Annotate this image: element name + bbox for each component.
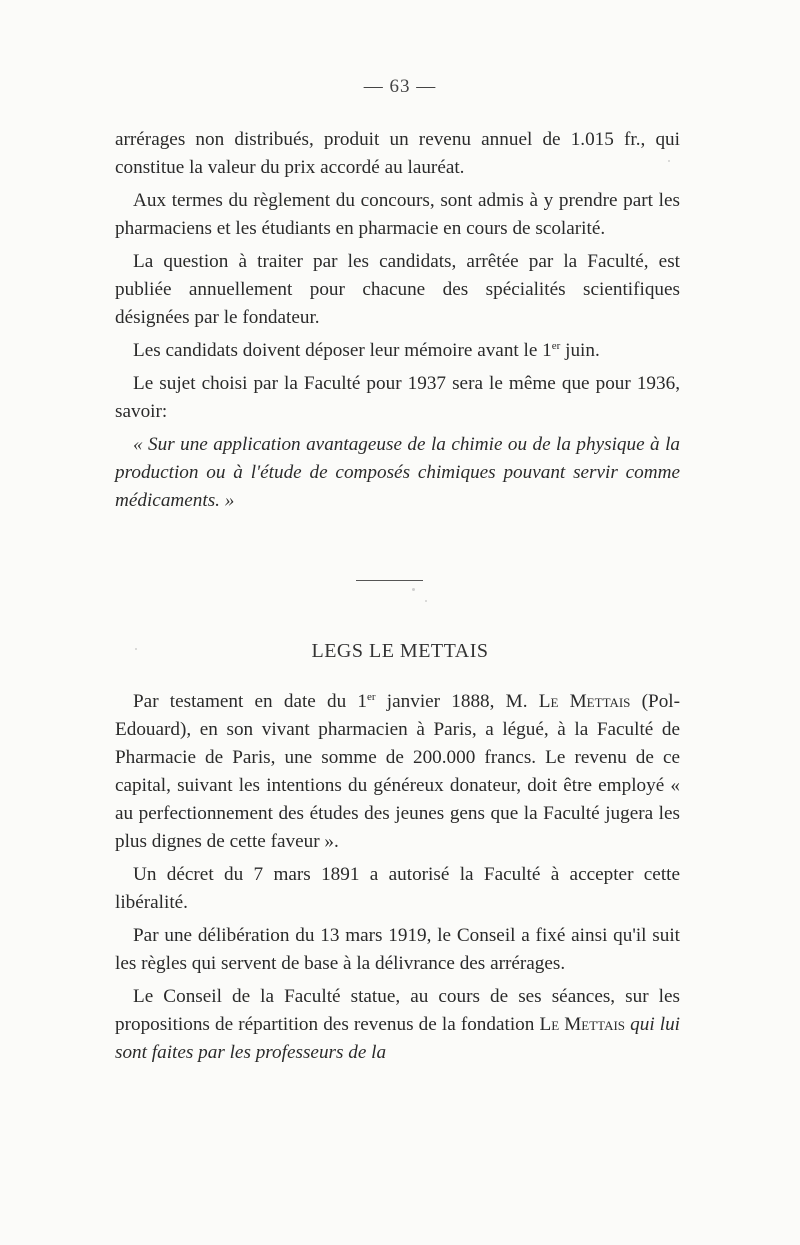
paragraph (115, 337, 680, 365)
paper-speck (668, 160, 670, 162)
section-concours (115, 126, 680, 515)
quoted-subject: « Sur une application avantageuse de la chimie ou de la physique à la production ou à l'étude de composés chimiques pouvant servir comme médicaments. » (115, 434, 680, 511)
paragraph: Le sujet choisi par la Faculté pour 1937 sera le même que pour 1936, savoir: (115, 373, 680, 422)
text-run: janvier 1888, M. (375, 691, 539, 712)
page-number: — 63 — (363, 76, 437, 97)
paper-speck (412, 588, 415, 591)
person-name: Le Mettais (538, 691, 631, 712)
text-run: Par testament en date du 1 (133, 691, 368, 712)
paper-speck (425, 600, 427, 602)
section-divider (356, 580, 423, 581)
paragraph: La question à traiter par les candidats, arrêtée par la Faculté, est publiée annuellement pour chacune des spécialités scientifiques désignées par le fondateur. (115, 251, 680, 328)
text-run: Le Conseil de la Faculté statue, au cours de ses séances, sur les propositions de répartition des revenus de la fondation (115, 986, 680, 1035)
paragraph: arrérages non distribués, produit un revenu annuel de 1.015 fr., qui constitue la valeur du prix accordé au lauréat. (115, 129, 680, 178)
paragraph: Un décret du 7 mars 1891 a autorisé la Faculté à accepter cette libéralité. (115, 864, 680, 913)
paper-speck (135, 648, 137, 650)
person-name: Le Mettais (539, 1014, 626, 1035)
superscript: er (367, 691, 376, 703)
paragraph (115, 983, 680, 1067)
text-run: Les candidats doivent déposer leur mémoire avant le 1 (133, 340, 552, 361)
paragraph (115, 688, 680, 856)
text-run-italic: qui lui sont faites par les professeurs de la (115, 1014, 681, 1063)
text-run: (Pol-Edouard), en son vivant pharmacien à Paris, a légué, à la Faculté de Pharmacie de Paris, une somme de 200.000 francs. Le revenu de ce capital, suivant les intentions du généreux donateur, doit être employé « au perfectionnement des études des jeunes gens que la Faculté jugera les plus dignes de cette faveur ». (115, 691, 681, 852)
paragraph: Par une délibération du 13 mars 1919, le Conseil a fixé ainsi qu'il suit les règles qui servent de base à la délivrance des arrérages. (115, 925, 680, 974)
section-legs-le-mettais (115, 688, 680, 1067)
paragraph: Aux termes du règlement du concours, sont admis à y prendre part les pharmaciens et les étudiants en pharmacie en cours de scolarité. (115, 190, 680, 239)
section-heading: LEGS LE METTAIS (311, 640, 489, 662)
superscript: er (551, 340, 561, 352)
text-run: juin. (560, 340, 600, 361)
